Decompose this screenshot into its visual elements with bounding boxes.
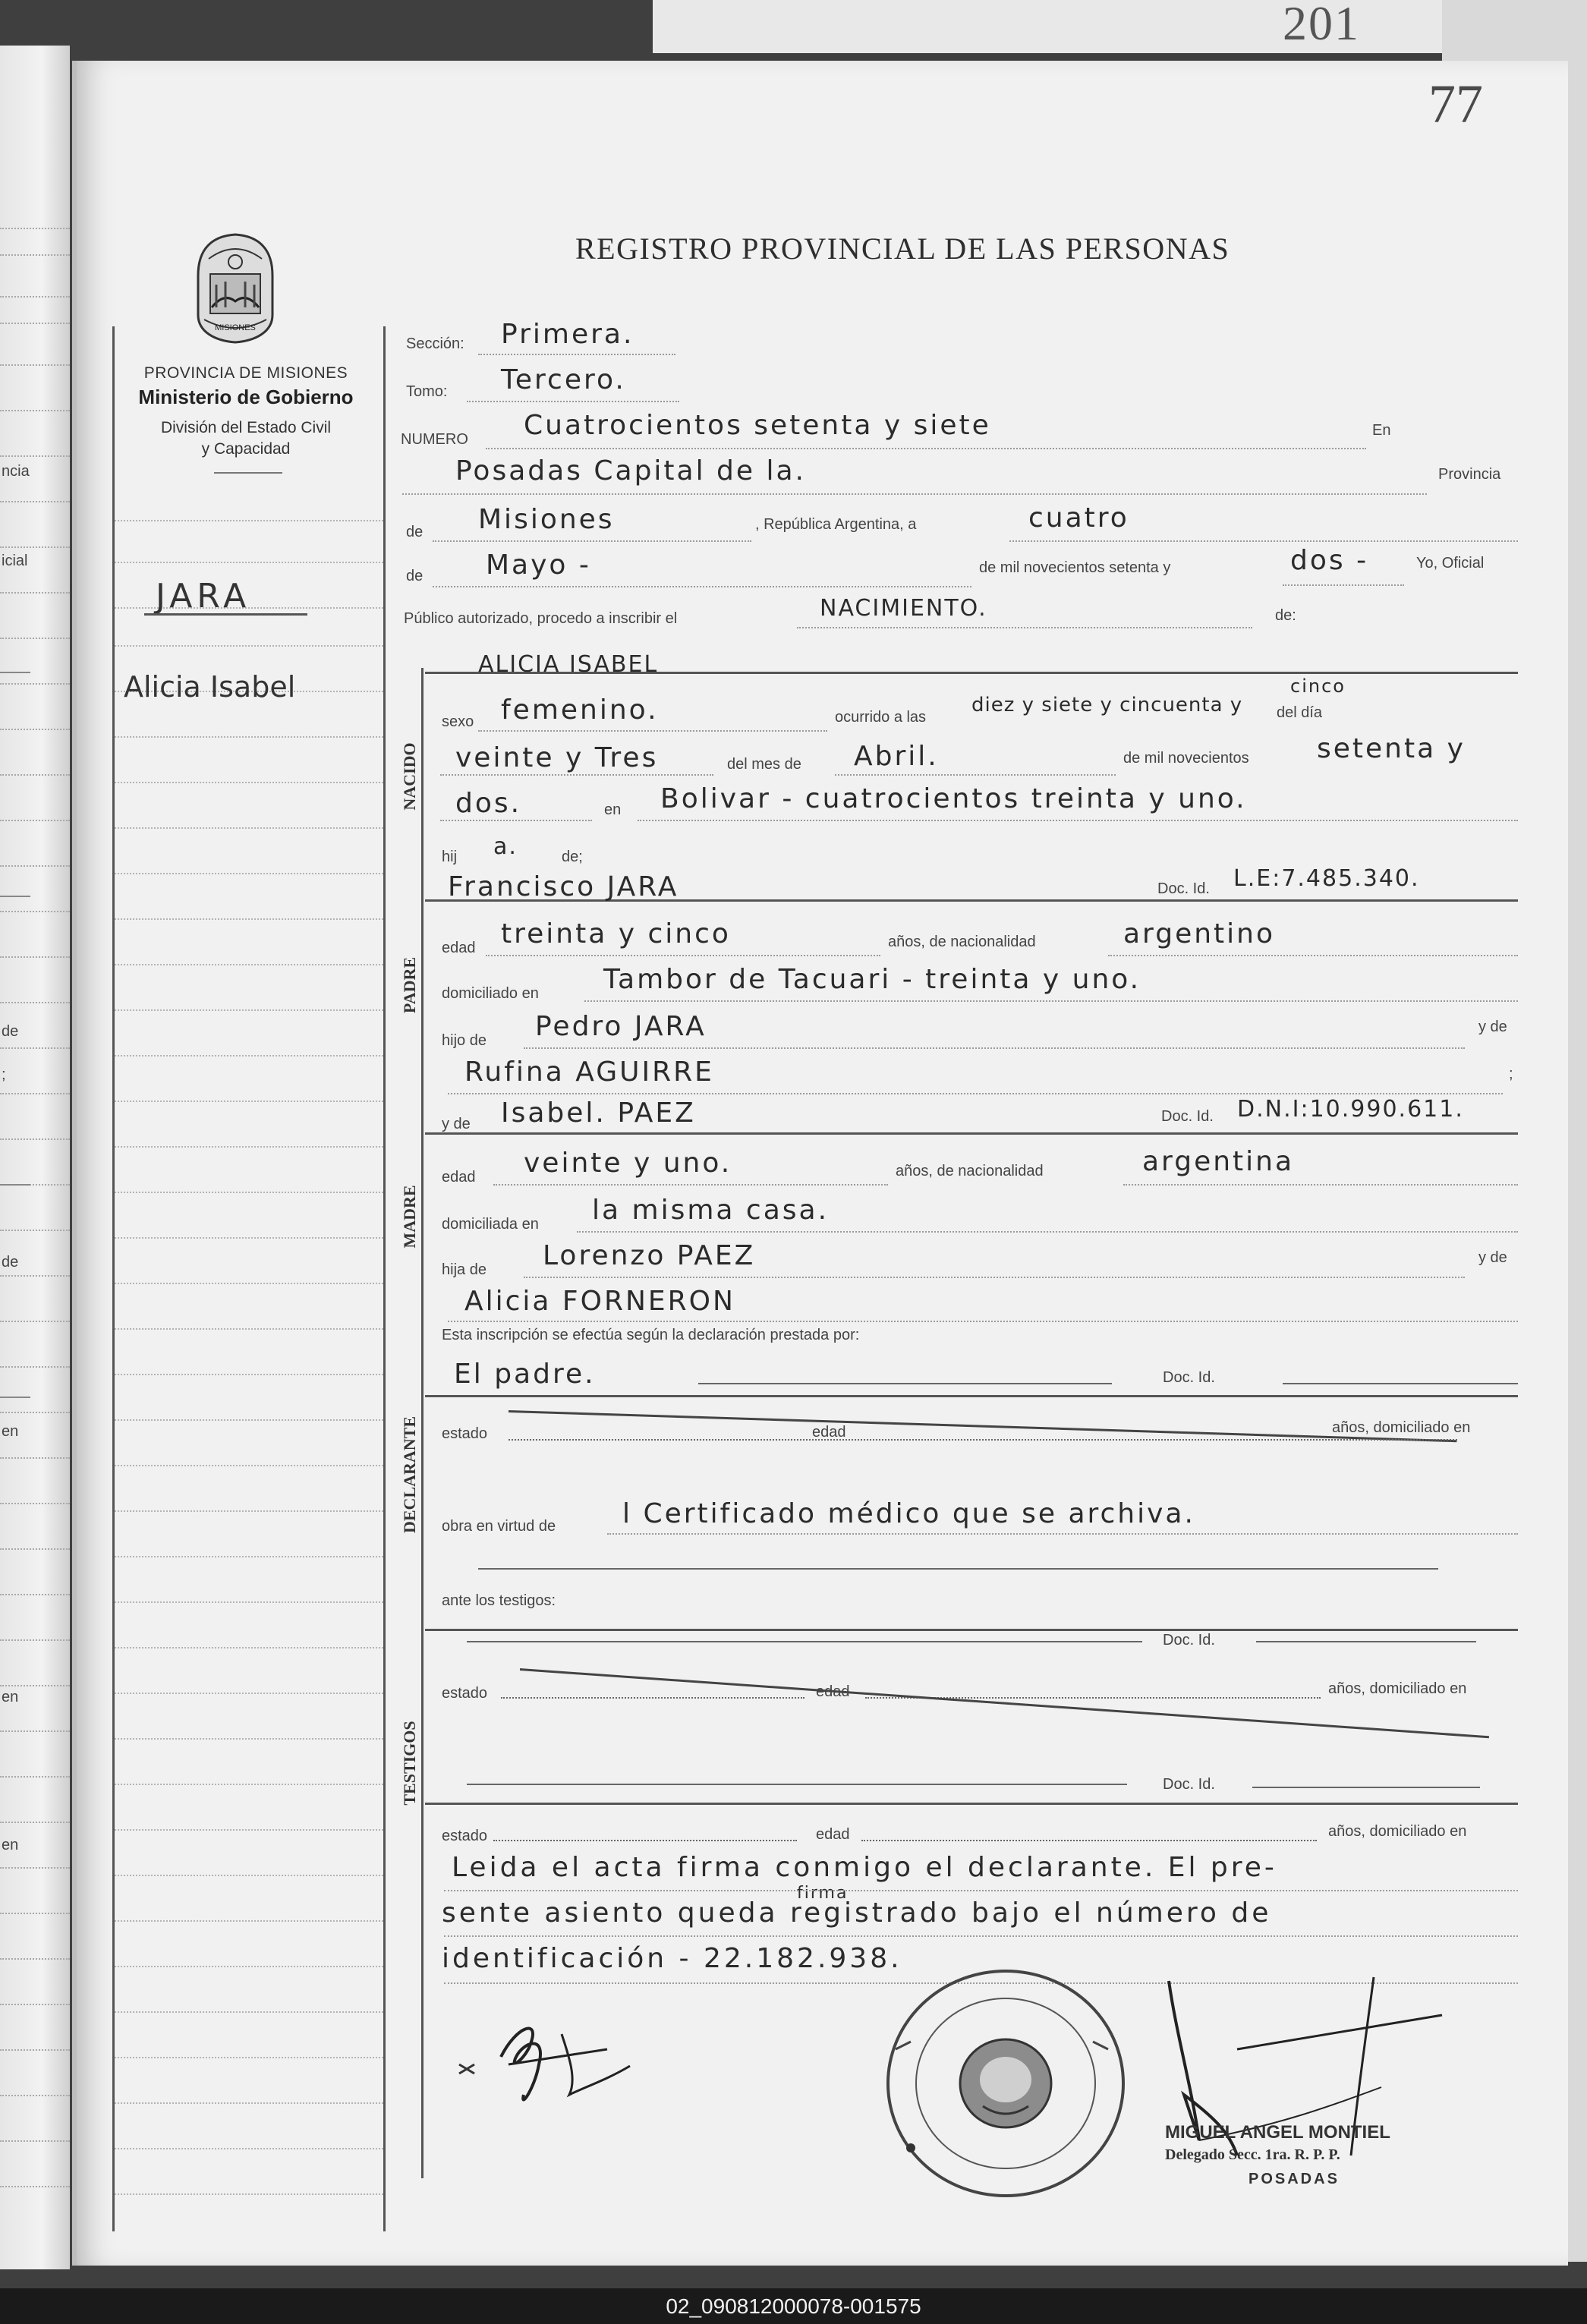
label-doc: Doc. Id. <box>1163 1776 1215 1793</box>
label-anios-domiciliado: años, domiciliado en <box>1332 1419 1471 1436</box>
label-de: de; <box>562 849 583 865</box>
label-edad: edad <box>812 1424 846 1441</box>
label-oficial: Yo, Oficial <box>1416 555 1485 572</box>
column-divider <box>383 326 386 2231</box>
label-hija-de: hija de <box>442 1261 486 1278</box>
label-anios-domiciliado: años, domiciliado en <box>1328 1823 1467 1840</box>
value-hora-extra: cinco <box>1290 675 1346 697</box>
left-page-fragment: en <box>2 1423 19 1440</box>
label-de: de <box>406 524 424 540</box>
label-estado: estado <box>442 1425 488 1442</box>
value-year: dos - <box>1290 545 1369 576</box>
value-numero: Cuatrocientos setenta y siete <box>524 410 991 441</box>
section-label-padre: PADRE <box>400 956 419 1014</box>
label-domicilio: domiciliado en <box>442 985 539 1002</box>
label-estado: estado <box>442 1685 488 1702</box>
label-en: en <box>604 801 622 818</box>
closing-line-3: identificación - 22.182.938. <box>442 1943 902 1974</box>
official-seal-icon <box>880 1958 1138 2201</box>
label-doc: Doc. Id. <box>1163 1632 1215 1649</box>
label-edad: edad <box>442 940 476 956</box>
label-numero: NUMERO <box>401 431 468 448</box>
value-province: Misiones <box>478 504 615 535</box>
father-name: Francisco JARA <box>448 871 679 902</box>
declarant-name: El padre. <box>454 1359 596 1390</box>
label-y-de: y de <box>442 1116 471 1132</box>
label-edad: edad <box>816 1826 850 1843</box>
mother-father: Lorenzo PAEZ <box>543 1240 756 1271</box>
document-title: REGISTRO PROVINCIAL DE LAS PERSONAS <box>575 231 1230 266</box>
father-nationality: argentino <box>1123 918 1276 949</box>
margin-surname: JARA <box>156 577 251 616</box>
left-page-fragment: en <box>2 1689 19 1705</box>
label-provincia: Provincia <box>1438 466 1501 483</box>
org-rule <box>214 472 282 474</box>
father-address: Tambor de Tacuari - treinta y uno. <box>603 964 1141 995</box>
declarant-intro: Esta inscripción se efectúa según la declaración prestada por: <box>442 1327 860 1343</box>
section-label-testigos: TESTIGOS <box>400 1721 419 1806</box>
value-month: Mayo - <box>486 550 591 581</box>
label-year: de mil novecientos setenta y <box>979 559 1171 576</box>
value-dia: veinte y Tres <box>455 742 659 773</box>
declarant-basis: l Certificado médico que se archiva. <box>622 1498 1195 1529</box>
label-de-colon: de: <box>1275 607 1296 624</box>
closing-line-2: sente asiento queda registrado bajo el número de <box>442 1897 1272 1929</box>
label-estado: estado <box>442 1828 488 1844</box>
official-name: MIGUEL ANGEL MONTIEL <box>1165 2122 1390 2143</box>
label-semicolon: ; <box>1509 1066 1513 1082</box>
mother-name: Isabel. PAEZ <box>501 1097 696 1129</box>
section-label-declarante: DECLARANTE <box>400 1415 419 1534</box>
label-edad: edad <box>442 1169 476 1186</box>
label-doc: Doc. Id. <box>1157 880 1210 897</box>
closing-firma-note: firma <box>797 1884 849 1903</box>
label-anio: de mil novecientos <box>1123 750 1249 767</box>
column-divider <box>112 326 115 2231</box>
margin-underline <box>144 613 307 616</box>
org-ministry: Ministerio de Gobierno <box>138 386 354 408</box>
label-nacionalidad: años, de nacionalidad <box>888 934 1036 950</box>
value-lugar: Bolivar - cuatrocientos treinta y uno. <box>660 783 1247 814</box>
label-edad: edad <box>816 1683 850 1700</box>
label-del-dia: del día <box>1277 704 1323 721</box>
label-tomo: Tomo: <box>406 383 448 400</box>
label-y-de: y de <box>1478 1019 1507 1035</box>
label-ocurrido: ocurrido a las <box>835 709 927 726</box>
mother-mother: Alicia FORNERON <box>464 1286 735 1317</box>
left-page-fragment: icial <box>2 553 28 569</box>
org-province: PROVINCIA DE MISIONES <box>143 364 348 382</box>
value-anio: setenta y <box>1317 733 1466 764</box>
label-doc: Doc. Id. <box>1161 1108 1214 1125</box>
label-doc: Doc. Id. <box>1163 1369 1215 1386</box>
label-en: En <box>1372 422 1391 439</box>
crest-label: MISIONES <box>215 323 256 332</box>
image-caption: 02_090812000078-001575 <box>0 2288 1587 2324</box>
value-act: NACIMIENTO. <box>820 595 987 622</box>
father-age: treinta y cinco <box>501 918 731 949</box>
label-republica: , República Argentina, a <box>755 516 917 533</box>
father-mother: Rufina AGUIRRE <box>464 1057 714 1088</box>
org-division: División del Estado Civil <box>160 419 332 436</box>
mother-doc: D.N.I:10.990.611. <box>1237 1096 1464 1123</box>
label-mes: del mes de <box>727 756 801 773</box>
org-division-cont: y Capacidad <box>201 440 291 458</box>
stack-page-number: 201 <box>1283 0 1360 50</box>
declarant-signature-mark <box>455 2011 638 2125</box>
label-seccion: Sección: <box>406 335 464 352</box>
value-tomo: Tercero. <box>501 364 626 395</box>
label-testigos: ante los testigos: <box>442 1592 556 1609</box>
label-de: de <box>406 568 424 584</box>
label-domiciliada: domiciliada en <box>442 1216 539 1233</box>
label-publico: Público autorizado, procedo a inscribir el <box>404 610 678 627</box>
father-father: Pedro JARA <box>535 1011 707 1042</box>
value-day: cuatro <box>1028 502 1129 534</box>
label-hij: hij <box>442 849 458 865</box>
label-hijo-de: hijo de <box>442 1032 486 1049</box>
margin-given-names: Alicia Isabel <box>124 670 296 704</box>
official-role: Delegado Secc. 1ra. R. P. P. <box>1165 2146 1340 2163</box>
father-doc: L.E:7.485.340. <box>1233 865 1420 892</box>
value-city: Posadas Capital de la. <box>455 455 806 487</box>
left-page-fragment: de <box>2 1023 19 1040</box>
value-seccion: Primera. <box>501 319 634 350</box>
left-facing-page <box>0 46 70 2269</box>
child-name: ALICIA ISABEL <box>478 651 659 678</box>
label-nacionalidad: años, de nacionalidad <box>896 1163 1044 1179</box>
section-label-madre: MADRE <box>400 1185 419 1249</box>
page-number: 77 <box>1428 74 1483 134</box>
mother-nationality: argentina <box>1142 1146 1295 1177</box>
label-sexo: sexo <box>442 713 474 730</box>
value-hij: a. <box>493 833 518 860</box>
left-page-fragment: de <box>2 1254 19 1271</box>
label-y-de: y de <box>1478 1249 1507 1266</box>
left-page-fragment: en <box>2 1837 19 1853</box>
section-divider <box>421 668 424 2178</box>
value-anio2: dos. <box>455 788 522 819</box>
label-obra: obra en virtud de <box>442 1518 556 1535</box>
section-label-nacido: NACIDO <box>400 742 419 811</box>
value-hora: diez y siete y cincuenta y <box>971 694 1243 716</box>
value-mes: Abril. <box>854 741 939 772</box>
mother-address: la misma casa. <box>592 1195 830 1226</box>
margin-column <box>112 478 383 2216</box>
left-page-fragment: ; <box>2 1066 6 1083</box>
mother-age: veinte y uno. <box>524 1148 732 1179</box>
official-city: POSADAS <box>1249 2171 1340 2187</box>
label-anios-domiciliado: años, domiciliado en <box>1328 1680 1467 1697</box>
provincial-crest-icon <box>194 231 277 345</box>
closing-line-1: Leida el acta firma conmigo el declarante. El pre- <box>452 1852 1277 1883</box>
value-sexo: femenino. <box>501 694 659 726</box>
left-page-fragment: ncia <box>2 463 30 480</box>
